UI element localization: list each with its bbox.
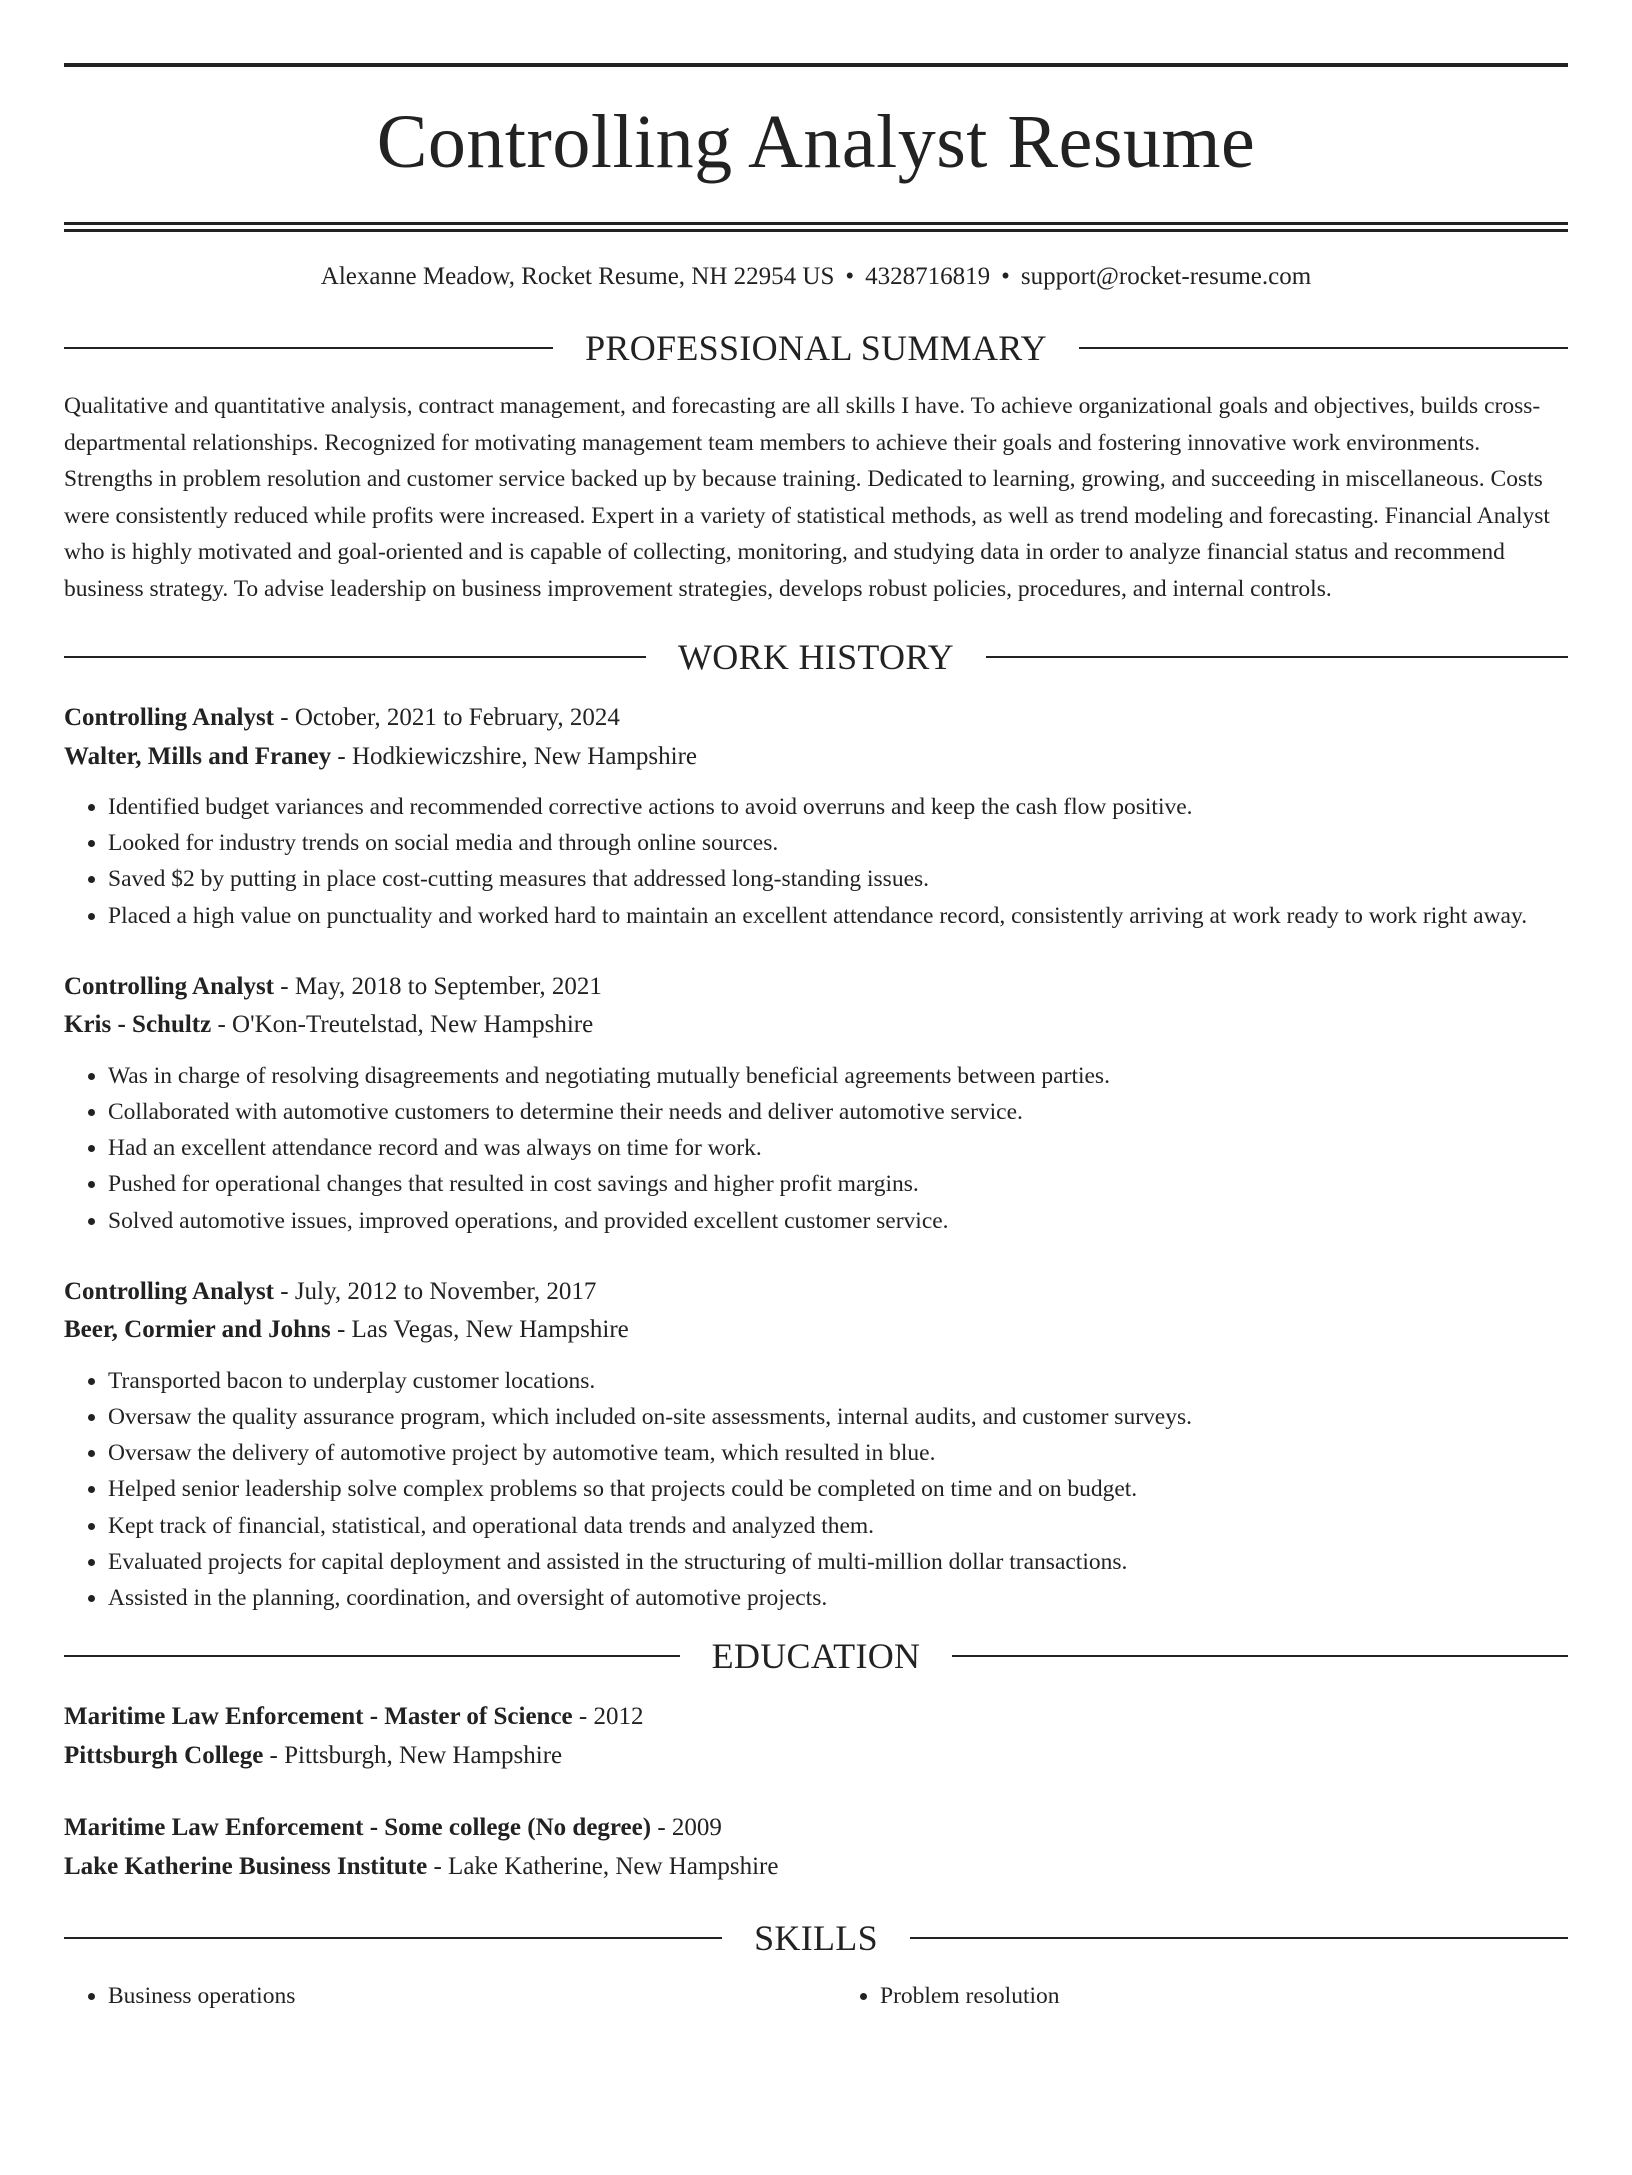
job-bullets bbox=[64, 1363, 1568, 1616]
education-degree: Maritime Law Enforcement - Some college (No degree) bbox=[64, 1814, 652, 1842]
job-bullet: • Oversaw the delivery of automotive project by automotive team, which resulted in blue. bbox=[108, 1435, 1568, 1471]
job-bullets bbox=[64, 1058, 1568, 1239]
summary-section-heading bbox=[64, 326, 1568, 370]
job-bullet: • Evaluated projects for capital deployment and assisted in the structuring of multi-million dollar transactions. bbox=[108, 1544, 1568, 1580]
education-location: - Lake Katherine, New Hampshire bbox=[427, 1852, 779, 1880]
contact-address: Alexanne Meadow, Rocket Resume, NH 22954 US bbox=[320, 263, 835, 290]
professional-summary-text: Qualitative and quantitative analysis, contract management, and forecasting are all skills I have. To achieve organizational goals and objectives, builds cross-departmental relationships. Recognized for motivating management team members to achieve their goals and fostering innovative work environments. Strengths in problem resolution and customer service backed up by because training. Dedicated to learning, growing, and succeeding in miscellaneous. Costs were consistently reduced while profits were increased. Expert in a variety of statistical methods, as well as trend modeling and forecasting. Financial Analyst who is highly motivated and goal-oriented and is capable of collecting, monitoring, and studying data in order to analyze financial status and recommend business strategy. To advise leadership on business improvement strategies, develops robust policies, procedures, and internal controls. bbox=[64, 393, 1550, 602]
education-heading-label: EDUCATION bbox=[711, 1636, 921, 1677]
job-bullet: • Assisted in the planning, coordination, and oversight of automotive projects. bbox=[108, 1580, 1568, 1616]
resume-title: Controlling Analyst Resume bbox=[376, 100, 1256, 184]
education-degree-line bbox=[64, 1698, 1568, 1737]
job-company-line bbox=[64, 738, 1568, 777]
title-double-rule bbox=[64, 222, 1568, 232]
job-location: - Hodkiewiczshire, New Hampshire bbox=[331, 742, 697, 770]
heading-rule-right bbox=[910, 1937, 1568, 1939]
heading-rule-left bbox=[64, 656, 646, 658]
job-title: Controlling Analyst bbox=[64, 704, 274, 731]
skills-column-left bbox=[64, 1978, 796, 2014]
heading-rule-left bbox=[64, 1937, 722, 1939]
job-entry-2 bbox=[64, 968, 1568, 1239]
job-company-line bbox=[64, 1311, 1568, 1350]
heading-rule-left bbox=[64, 347, 553, 349]
education-school-line bbox=[64, 1848, 1568, 1887]
job-entry-1 bbox=[64, 699, 1568, 934]
job-dates: - October, 2021 to February, 2024 bbox=[274, 704, 620, 731]
resume-page bbox=[0, 63, 1632, 2175]
job-bullets bbox=[64, 789, 1568, 934]
education-school: Pittsburgh College bbox=[64, 1741, 264, 1769]
contact-separator: • bbox=[1001, 263, 1010, 290]
skills-section-heading bbox=[64, 1916, 1568, 1960]
contact-separator: • bbox=[845, 263, 855, 290]
job-bullet: • Pushed for operational changes that resulted in cost savings and higher profit margins. bbox=[108, 1166, 1568, 1202]
education-school: Lake Katherine Business Institute bbox=[64, 1852, 428, 1880]
heading-rule-left bbox=[64, 1655, 680, 1657]
education-degree: Maritime Law Enforcement - Master of Science bbox=[64, 1703, 573, 1731]
contact-phone: 4328716819 bbox=[865, 263, 991, 290]
education-year: - 2009 bbox=[651, 1814, 722, 1842]
job-company: Beer, Cormier and Johns bbox=[64, 1316, 331, 1344]
job-location: - Las Vegas, New Hampshire bbox=[330, 1316, 629, 1344]
job-location: - O'Kon-Treutelstad, New Hampshire bbox=[211, 1011, 594, 1039]
education-entry-2 bbox=[64, 1809, 1568, 1886]
heading-rule-right bbox=[952, 1655, 1568, 1657]
job-title-line bbox=[64, 699, 1568, 738]
job-bullet: • Looked for industry trends on social media and through online sources. bbox=[108, 825, 1568, 861]
contact-line bbox=[64, 262, 1568, 292]
job-bullet: • Was in charge of resolving disagreements and negotiating mutually beneficial agreements between parties. bbox=[108, 1058, 1568, 1094]
heading-rule-right bbox=[986, 656, 1568, 658]
skills-grid bbox=[64, 1978, 1568, 2014]
summary-heading-label: PROFESSIONAL SUMMARY bbox=[585, 328, 1047, 368]
job-bullet: • Kept track of financial, statistical, and operational data trends and analyzed them. bbox=[108, 1508, 1568, 1544]
job-title-line bbox=[64, 968, 1568, 1007]
job-bullet: • Helped senior leadership solve complex problems so that projects could be completed on time and on budget. bbox=[108, 1471, 1568, 1507]
skills-heading-label: SKILLS bbox=[754, 1918, 878, 1959]
job-dates: - July, 2012 to November, 2017 bbox=[274, 1277, 597, 1305]
education-degree-line bbox=[64, 1809, 1568, 1848]
skill-item: • Problem resolution bbox=[880, 1978, 1568, 2014]
job-bullet: • Transported bacon to underplay customer locations. bbox=[108, 1363, 1568, 1399]
job-bullet: • Solved automotive issues, improved operations, and provided excellent customer service. bbox=[108, 1203, 1568, 1239]
education-location: - Pittsburgh, New Hampshire bbox=[263, 1741, 563, 1769]
job-bullet: • Placed a high value on punctuality and worked hard to maintain an excellent attendance record, consistently arriving at work ready to work right away. bbox=[108, 898, 1568, 934]
job-company-line bbox=[64, 1006, 1568, 1045]
job-dates: - May, 2018 to September, 2021 bbox=[274, 972, 602, 1000]
work-heading-label: WORK HISTORY bbox=[678, 637, 954, 677]
job-title-line bbox=[64, 1273, 1568, 1312]
education-entry-1 bbox=[64, 1698, 1568, 1775]
job-bullet: • Saved $2 by putting in place cost-cutting measures that addressed long-standing issues. bbox=[108, 861, 1568, 897]
job-title: Controlling Analyst bbox=[64, 1277, 274, 1305]
job-bullet: • Oversaw the quality assurance program, which included on-site assessments, internal audits, and customer surveys. bbox=[108, 1399, 1568, 1435]
skills-column-right bbox=[836, 1978, 1568, 2014]
job-bullet: • Collaborated with automotive customers to determine their needs and deliver automotive service. bbox=[108, 1094, 1568, 1130]
education-school-line bbox=[64, 1737, 1568, 1776]
heading-rule-right bbox=[1079, 347, 1568, 349]
job-title: Controlling Analyst bbox=[64, 972, 274, 1000]
job-bullet: • Had an excellent attendance record and was always on time for work. bbox=[108, 1130, 1568, 1166]
education-year: - 2012 bbox=[572, 1703, 644, 1731]
job-company: Walter, Mills and Franey bbox=[64, 742, 332, 770]
education-section-heading bbox=[64, 1634, 1568, 1678]
skill-item: • Business operations bbox=[108, 1978, 796, 2014]
top-rule bbox=[64, 63, 1568, 67]
job-company: Kris - Schultz bbox=[64, 1011, 212, 1039]
work-section-heading bbox=[64, 635, 1568, 679]
job-entry-3 bbox=[64, 1273, 1568, 1616]
contact-email[interactable]: support@rocket-resume.com bbox=[1020, 263, 1312, 290]
job-bullet: • Identified budget variances and recommended corrective actions to avoid overruns and keep the cash flow positive. bbox=[108, 789, 1568, 825]
